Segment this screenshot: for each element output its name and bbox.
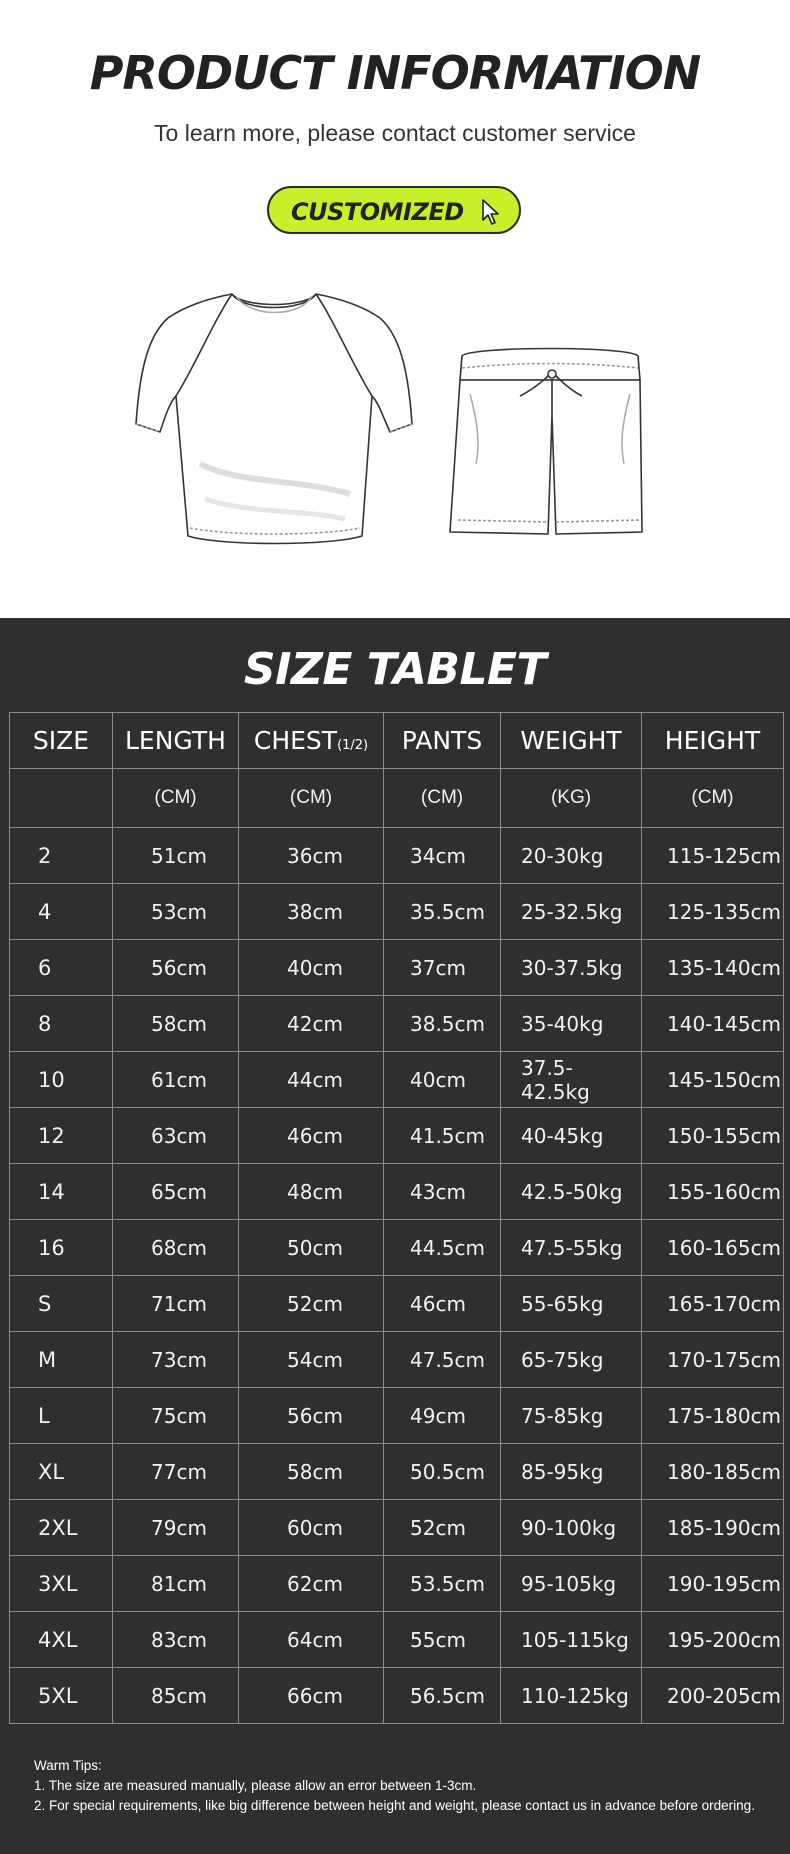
cell-height: 175-180cm [642, 1388, 784, 1444]
cell-pants: 50.5cm [384, 1444, 501, 1500]
cell-size: L [10, 1388, 113, 1444]
cell-height: 125-135cm [642, 884, 784, 940]
cell-weight: 20-30kg [501, 828, 642, 884]
product-info-section [0, 0, 790, 618]
cell-weight: 25-32.5kg [501, 884, 642, 940]
cell-length: 79cm [113, 1500, 239, 1556]
table-row [10, 1332, 784, 1388]
cell-size: 16 [10, 1220, 113, 1276]
table-row [10, 1668, 784, 1724]
cell-length: 77cm [113, 1444, 239, 1500]
cell-weight: 105-115kg [501, 1612, 642, 1668]
cell-chest: 62cm [239, 1556, 384, 1612]
cell-height: 165-170cm [642, 1276, 784, 1332]
table-row [10, 1108, 784, 1164]
header-height: HEIGHT [642, 713, 784, 769]
cell-pants: 35.5cm [384, 884, 501, 940]
cell-pants: 43cm [384, 1164, 501, 1220]
cell-size: 8 [10, 996, 113, 1052]
table-row [10, 1612, 784, 1668]
table-row [10, 884, 784, 940]
size-table-title: SIZE TABLET [243, 644, 547, 695]
cell-size: 2XL [10, 1500, 113, 1556]
cell-chest: 42cm [239, 996, 384, 1052]
cell-weight: 42.5-50kg [501, 1164, 642, 1220]
cell-weight: 90-100kg [501, 1500, 642, 1556]
size-table-section [0, 618, 790, 1854]
cell-length: 58cm [113, 996, 239, 1052]
cell-pants: 52cm [384, 1500, 501, 1556]
cell-weight: 95-105kg [501, 1556, 642, 1612]
table-row [10, 1164, 784, 1220]
cell-height: 115-125cm [642, 828, 784, 884]
unit-chest: (CM) [239, 769, 384, 828]
cell-chest: 36cm [239, 828, 384, 884]
header-pants: PANTS [384, 713, 501, 769]
tips-heading: Warm Tips: [34, 1758, 102, 1773]
table-row [10, 828, 784, 884]
unit-size [10, 769, 113, 828]
page-subtitle: To learn more, please contact customer service [154, 120, 636, 146]
cell-chest: 58cm [239, 1444, 384, 1500]
garment-illustrations [0, 284, 790, 614]
unit-height: (CM) [642, 769, 784, 828]
unit-length: (CM) [113, 769, 239, 828]
cell-height: 135-140cm [642, 940, 784, 996]
header-chest [239, 713, 384, 769]
cell-size: 3XL [10, 1556, 113, 1612]
cell-size: XL [10, 1444, 113, 1500]
cell-pants: 56.5cm [384, 1668, 501, 1724]
cell-pants: 41.5cm [384, 1108, 501, 1164]
table-row [10, 1556, 784, 1612]
cell-length: 65cm [113, 1164, 239, 1220]
cell-height: 200-205cm [642, 1668, 784, 1724]
cell-size: 2 [10, 828, 113, 884]
cell-weight: 40-45kg [501, 1108, 642, 1164]
unit-weight: (KG) [501, 769, 642, 828]
table-row [10, 1052, 784, 1108]
tip-item: 1. The size are measured manually, please allow an error between 1-3cm. [34, 1778, 477, 1793]
cell-length: 51cm [113, 828, 239, 884]
cell-pants: 44.5cm [384, 1220, 501, 1276]
tip-item: 2. For special requirements, like big difference between height and weight, please contact us in advance before ordering. [34, 1798, 755, 1813]
warm-tips [34, 1756, 774, 1816]
header-size: SIZE [10, 713, 113, 769]
cell-weight: 30-37.5kg [501, 940, 642, 996]
cell-height: 185-190cm [642, 1500, 784, 1556]
shorts-illustration [450, 349, 642, 535]
cell-weight: 47.5-55kg [501, 1220, 642, 1276]
cell-pants: 46cm [384, 1276, 501, 1332]
cell-pants: 40cm [384, 1052, 501, 1108]
cell-length: 63cm [113, 1108, 239, 1164]
cell-size: 12 [10, 1108, 113, 1164]
cell-weight: 110-125kg [501, 1668, 642, 1724]
cell-length: 81cm [113, 1556, 239, 1612]
cell-chest: 44cm [239, 1052, 384, 1108]
cell-length: 53cm [113, 884, 239, 940]
cell-height: 190-195cm [642, 1556, 784, 1612]
cell-pants: 53.5cm [384, 1556, 501, 1612]
cell-size: 4 [10, 884, 113, 940]
cell-length: 75cm [113, 1388, 239, 1444]
table-row [10, 1276, 784, 1332]
t-shirt-illustration [136, 294, 412, 544]
cell-pants: 49cm [384, 1388, 501, 1444]
cell-weight: 75-85kg [501, 1388, 642, 1444]
cell-length: 73cm [113, 1332, 239, 1388]
table-row [10, 1388, 784, 1444]
cell-length: 83cm [113, 1612, 239, 1668]
table-units-row [10, 769, 784, 828]
cell-size: M [10, 1332, 113, 1388]
header-length: LENGTH [113, 713, 239, 769]
header-chest-label: CHEST [253, 726, 338, 755]
cell-pants: 47.5cm [384, 1332, 501, 1388]
cell-length: 71cm [113, 1276, 239, 1332]
cell-chest: 54cm [239, 1332, 384, 1388]
cell-height: 170-175cm [642, 1332, 784, 1388]
cell-chest: 66cm [239, 1668, 384, 1724]
header-weight: WEIGHT [501, 713, 642, 769]
page-title: PRODUCT INFORMATION [89, 46, 701, 100]
cell-pants: 37cm [384, 940, 501, 996]
cell-size: 10 [10, 1052, 113, 1108]
cell-pants: 34cm [384, 828, 501, 884]
cell-height: 195-200cm [642, 1612, 784, 1668]
customized-button-label: CUSTOMIZED [291, 198, 464, 226]
cell-length: 68cm [113, 1220, 239, 1276]
cell-size: 5XL [10, 1668, 113, 1724]
cell-weight: 85-95kg [501, 1444, 642, 1500]
cell-length: 61cm [113, 1052, 239, 1108]
cell-chest: 52cm [239, 1276, 384, 1332]
cell-chest: 60cm [239, 1500, 384, 1556]
cell-size: S [10, 1276, 113, 1332]
cell-size: 6 [10, 940, 113, 996]
cell-weight: 55-65kg [501, 1276, 642, 1332]
cell-height: 140-145cm [642, 996, 784, 1052]
cell-length: 85cm [113, 1668, 239, 1724]
cell-length: 56cm [113, 940, 239, 996]
size-table [9, 712, 784, 1724]
table-row [10, 940, 784, 996]
cell-chest: 46cm [239, 1108, 384, 1164]
cell-height: 155-160cm [642, 1164, 784, 1220]
cell-chest: 64cm [239, 1612, 384, 1668]
cell-chest: 48cm [239, 1164, 384, 1220]
unit-pants: (CM) [384, 769, 501, 828]
cell-chest: 40cm [239, 940, 384, 996]
customized-button[interactable] [267, 186, 521, 234]
cell-chest: 38cm [239, 884, 384, 940]
cell-weight: 35-40kg [501, 996, 642, 1052]
cell-chest: 50cm [239, 1220, 384, 1276]
cell-weight: 65-75kg [501, 1332, 642, 1388]
cursor-arrow-icon [481, 198, 503, 226]
cell-weight: 37.5-42.5kg [501, 1052, 642, 1108]
cell-height: 180-185cm [642, 1444, 784, 1500]
cell-size: 14 [10, 1164, 113, 1220]
header-chest-suffix: (1/2) [337, 738, 369, 753]
table-row [10, 1500, 784, 1556]
table-row [10, 1444, 784, 1500]
cell-size: 4XL [10, 1612, 113, 1668]
cell-chest: 56cm [239, 1388, 384, 1444]
cell-height: 160-165cm [642, 1220, 784, 1276]
cell-pants: 55cm [384, 1612, 501, 1668]
cell-pants: 38.5cm [384, 996, 501, 1052]
table-header-row [10, 713, 784, 769]
cell-height: 145-150cm [642, 1052, 784, 1108]
table-row [10, 1220, 784, 1276]
size-table-body [10, 828, 784, 1724]
cell-height: 150-155cm [642, 1108, 784, 1164]
table-row [10, 996, 784, 1052]
